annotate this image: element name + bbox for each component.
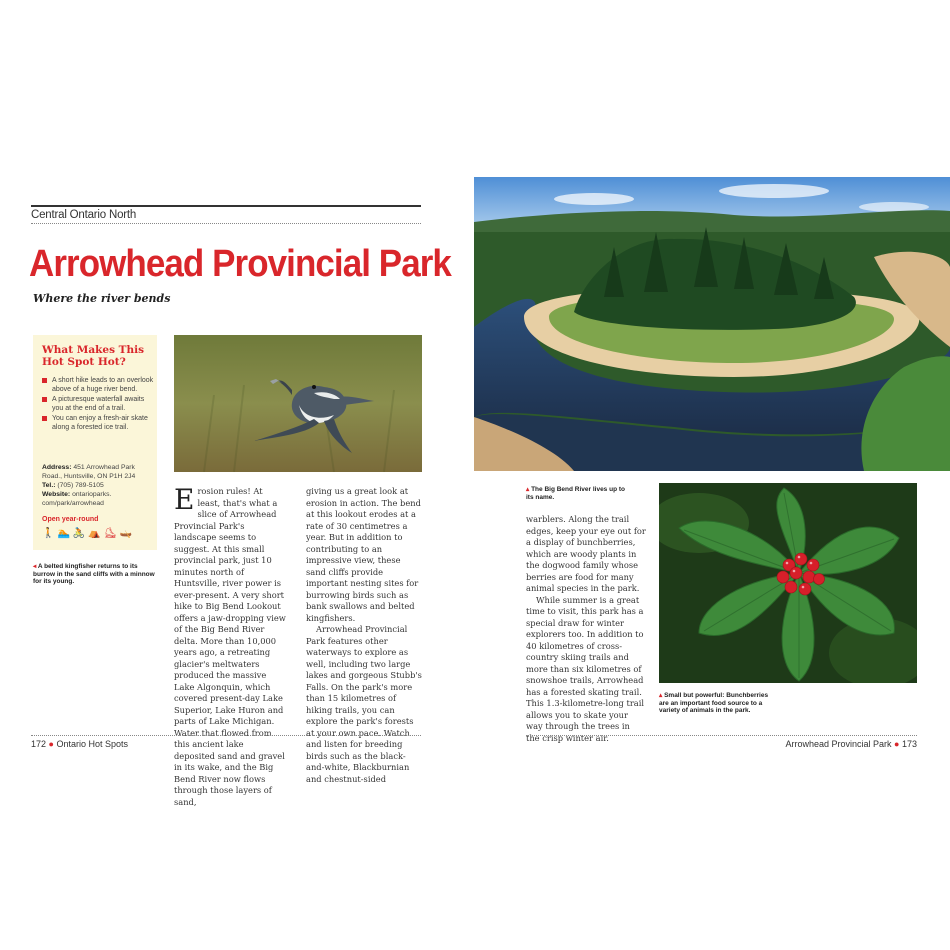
page-number: 173 [901,739,917,749]
cycling-icon: 🚴 [72,528,86,539]
sidebar-list-item: A short hike leads to an overlook above of a huge river bend. [42,376,154,394]
body-column-1 [174,483,286,808]
folio-dot-icon: ● [48,739,57,749]
open-season: Open year-round [42,516,99,523]
address-value: 451 Arrowhead Park Road., Huntsville, ON P1H 2J4 [42,464,136,480]
folio-dot-icon: ● [894,739,902,749]
section-label: Central Ontario North [31,209,137,221]
bullet-icon [42,416,47,421]
caption-arrow-icon: ◂ [33,563,38,570]
bullet-icon [42,378,47,383]
website-value: ontarioparks. com/park/arrowhead [42,491,112,507]
hiking-icon: 🚶 [42,528,55,539]
sidebar-list-item: You can enjoy a fresh-air skate along a forested ice trail. [42,414,154,432]
page-subtitle: Where the river bends [33,292,171,305]
river-caption: ▴ The Big Bend River lives up to its name. [526,486,625,501]
bunchberry-caption: ▴ Small but powerful: Bunchberries are an important food source to a variety of animals in the park. [659,692,769,714]
swimming-icon: 🏊 [57,528,70,539]
caption-arrow-icon: ▴ [526,486,532,493]
camping-icon: ⛺ [88,528,101,539]
big-bend-river-photo [474,177,950,471]
left-folio [31,739,128,749]
page-title: Arrowhead Provincial Park [29,243,451,285]
sidebar-list-item: A picturesque waterfall awaits you at the end of a trail. [42,395,154,413]
footer-divider [526,735,917,736]
kingfisher-photo [174,335,422,472]
kingfisher-caption: ◂ A belted kingfisher returns to its burrow in the sand cliffs with a minnow for its young. [33,563,155,585]
canoeing-icon: 🛶 [119,528,132,539]
park-contact-info [42,463,154,508]
footer-divider [31,735,421,736]
bunchberry-photo [659,483,917,683]
body-column-2 [306,486,422,785]
activity-icons [42,528,132,540]
page-number: 172 [31,739,47,749]
body-paragraph: Erosion rules! At least, that's what a slice of Arrowhead Provincial Park's landscape seems to suggest. At this small provincial park, just 10 minutes north of Huntsville, river power is ever-present. A very short hike to Big Bend Lookout offers a jaw-dropping view of the Big Bend River delta. More than 10,000 years ago, a retreating glacier's meltwaters produced the massive Lake Algonquin, which covered present-day Lake Superior, Lake Huron and parts of Lake Michigan. Water that flowed from this ancient lake deposited sand and gravel in its wake, and the Big Bend River now flows through those layers of sand, [174,483,286,807]
body-paragraph: giving us a great look at erosion in action. The bend at this lookout erodes at a rate of 30 centimetres a year. But in addition to contributing to an impressive view, these sand cliffs provide important nesting sites for burrowing birds such as bank swallows and belted kingfishers. [306,486,421,623]
book-title: Ontario Hot Spots [56,739,129,749]
caption-arrow-icon: ▴ [659,692,665,699]
body-paragraph: warblers. Along the trail edges, keep your eye out for a display of bunchberries, which are woody plants in the dogwood family whose berries are food for many animal species in the park. [526,514,646,593]
sidebar-heading: What Makes This Hot Spot Hot? [42,344,145,368]
body-paragraph: While summer is a great time to visit, this park has a special draw for winter explorers too. In addition to 40 kilometres of cross-country skiing trails and more than six kilometres of snowshoe trails, Arrowhead has a forested skating trail. This 1.3-kilometre-long trail allows you to skate your way through the trees in the crisp winter air. [526,594,645,743]
tel-value: (705) 789-5105 [57,482,104,489]
tel-label: Tel.: [42,482,56,489]
body-column-3 [526,514,646,744]
section-rule [31,205,421,207]
park-name: Arrowhead Provincial Park [785,739,892,749]
body-paragraph: Arrowhead Provincial Park features other waterways to explore as well, including two large lakes and gorgeous Stubb's Falls. On the park's more than 15 kilometres of hiking trails, you can explore the park's forests at your own pace. Watch and listen for breeding birds such as the black-and-white, Blackburnian and chestnut-sided [306,624,422,784]
drop-cap: E [174,483,195,516]
skating-icon: ⛸ [103,528,117,539]
right-folio [785,739,917,749]
address-label: Address: [42,464,72,471]
bullet-icon [42,397,47,402]
sidebar-list [42,376,154,433]
section-divider [31,223,421,224]
website-label: Website: [42,491,71,498]
